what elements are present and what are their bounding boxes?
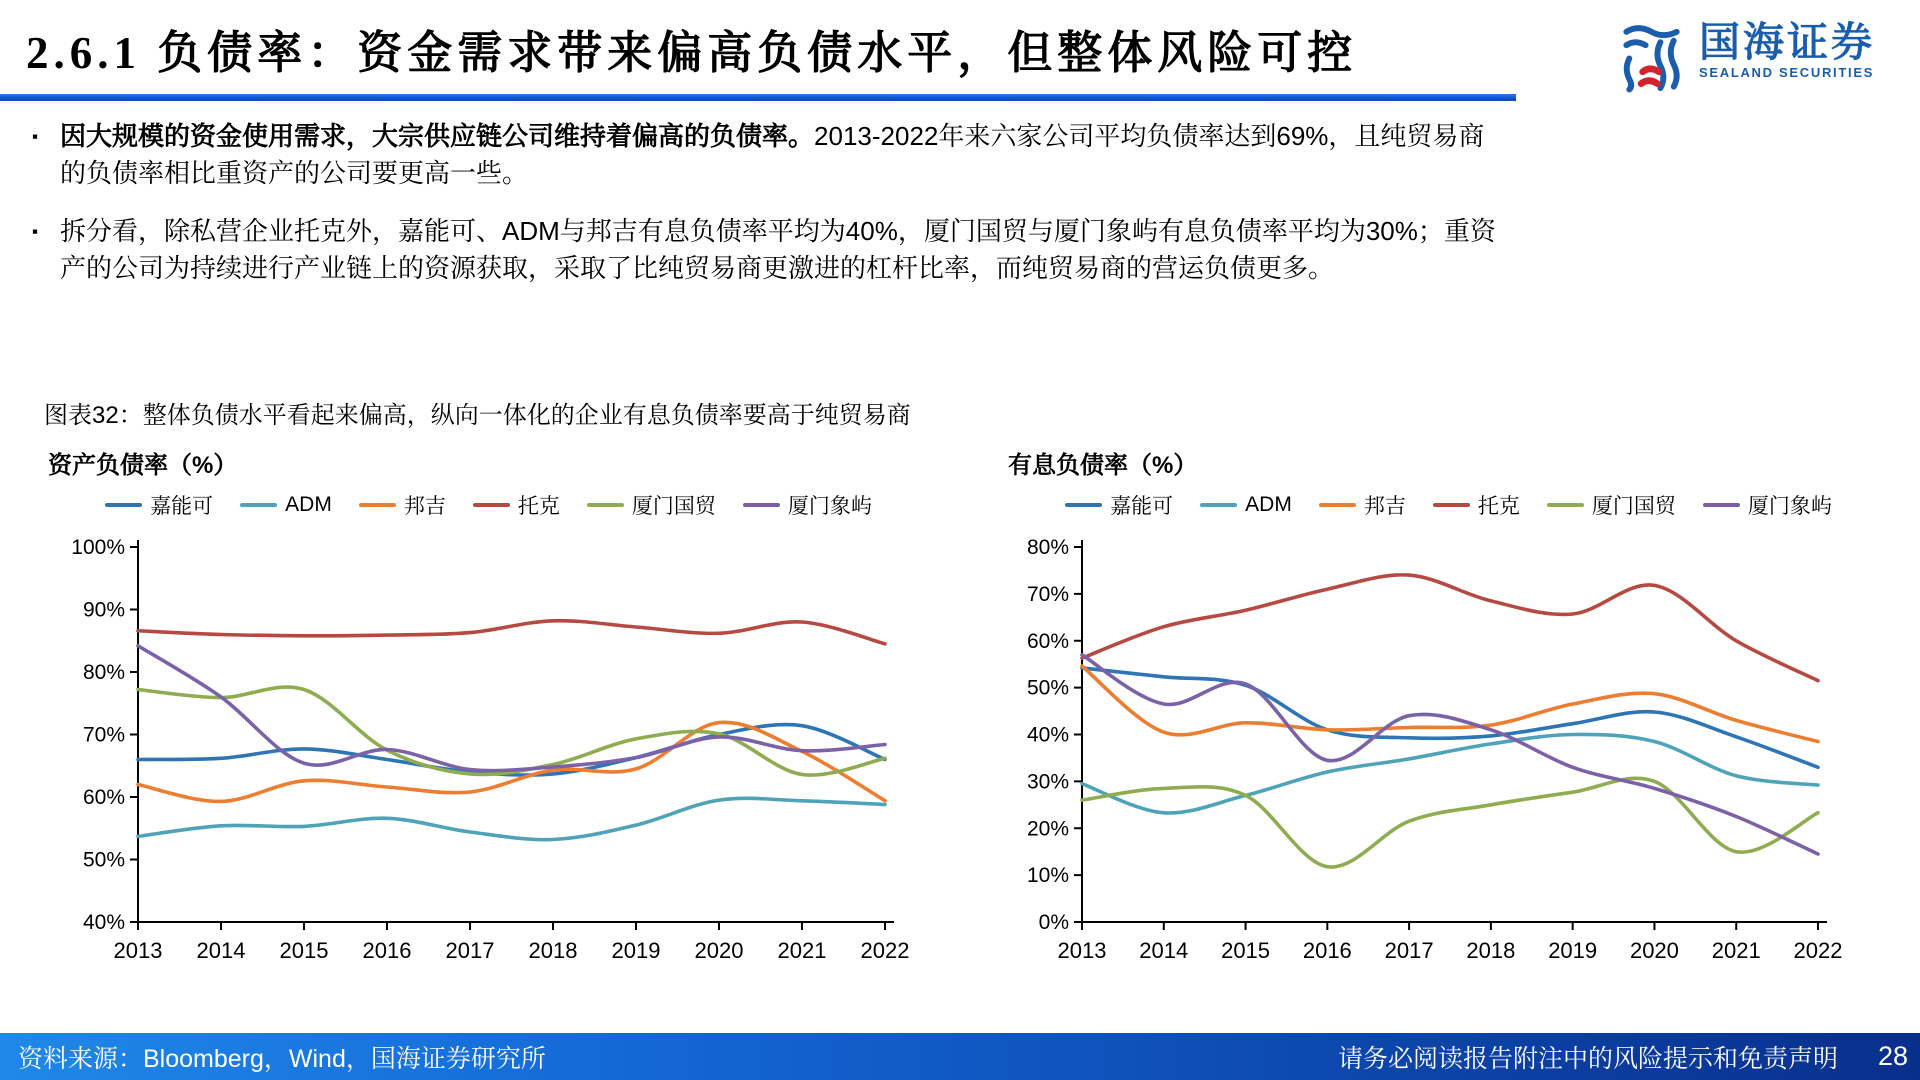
legend-item-ADM (1200, 493, 1292, 517)
x-axis-tick-label: 2022 (860, 938, 910, 963)
y-axis-tick-label: 50% (82, 848, 125, 872)
x-axis-tick-label: 2019 (1548, 938, 1598, 963)
legend-item-ADM (240, 493, 332, 517)
y-axis-tick-label: 60% (1026, 629, 1069, 653)
legend-line-swatch (359, 503, 396, 507)
page-number: 28 (1877, 1041, 1908, 1071)
bullet-text (60, 118, 1510, 192)
title-divider-rule (0, 94, 1516, 101)
chart-legend (1006, 490, 1891, 520)
footer-bar (0, 1033, 1920, 1080)
legend-label: 厦门象屿 (787, 495, 872, 518)
x-axis-tick-label: 2017 (445, 938, 495, 963)
y-axis-tick-label: 0% (1038, 911, 1069, 934)
line-series-嘉能可 (138, 725, 885, 775)
line-series-厦门象屿 (138, 646, 885, 771)
legend-item-厦门国贸 (587, 490, 716, 520)
y-axis-tick-label: 30% (1026, 770, 1069, 794)
page-title: 2.6.1 负债率：资金需求带来偏高负债水平，但整体风险可控 (26, 28, 1358, 78)
sealand-logo (1616, 20, 1875, 94)
y-axis-tick-label: 40% (1026, 723, 1069, 747)
legend-line-swatch (473, 503, 510, 507)
footer-source: 资料来源：Bloomberg，Wind，国海证券研究所 (18, 1044, 546, 1073)
figure-caption: 图表32：整体负债水平看起来偏高，纵向一体化的企业有息负债率要高于纯贸易商 (44, 402, 911, 429)
x-axis-tick-label: 2016 (362, 938, 412, 963)
x-axis-tick-label: 2015 (1221, 938, 1271, 963)
bullet-rest-text: 2013-2022年来六家公司平均负债率达到69%，且纯贸易商的负债率相比重资产的公司要更高一些。 (60, 121, 1485, 188)
legend-line-swatch (1433, 503, 1470, 507)
legend-item-嘉能可 (1065, 490, 1173, 520)
chart-legend (46, 490, 931, 520)
x-axis-tick-label: 2014 (196, 938, 246, 963)
asset-liability-ratio-chart (46, 520, 931, 980)
line-series-托克 (1082, 575, 1818, 681)
y-axis-tick-label: 100% (71, 536, 125, 559)
y-axis-tick-label: 70% (1026, 582, 1069, 606)
interest-liability-chart-block (1006, 445, 1891, 980)
y-axis-tick-label: 50% (1026, 676, 1069, 700)
y-axis-tick-label: 70% (82, 723, 125, 747)
legend-label: ADM (285, 493, 332, 516)
legend-item-邦吉 (1319, 490, 1406, 520)
bullet-text (60, 213, 1510, 287)
legend-label: ADM (1245, 493, 1292, 516)
line-series-厦门国贸 (1082, 778, 1818, 867)
y-axis-tick-label: 60% (82, 786, 125, 809)
legend-item-托克 (1433, 490, 1520, 520)
x-axis-tick-label: 2019 (611, 938, 661, 963)
bullet-bold-text: 因大规模的资金使用需求，大宗供应链公司维持着偏高的负债率。 (60, 121, 815, 151)
legend-label: 厦门国贸 (1591, 495, 1676, 518)
legend-line-swatch (1703, 503, 1740, 507)
logo-company-subtitle: SEALAND SECURITIES (1699, 65, 1875, 81)
bullet-marker-icon: ▪ (32, 222, 39, 241)
asset-liability-chart-block (46, 445, 931, 980)
x-axis-tick-label: 2018 (1466, 938, 1516, 963)
interest-bearing-liability-ratio-chart (1006, 520, 1891, 980)
legend-line-swatch (1200, 503, 1237, 507)
legend-item-邦吉 (359, 490, 446, 520)
x-axis-tick-label: 2015 (279, 938, 329, 963)
line-series-ADM (138, 798, 885, 839)
footer-right-group (1338, 1039, 1908, 1075)
legend-item-厦门国贸 (1547, 490, 1676, 520)
bullet-list (32, 118, 1510, 308)
footer-disclaimer: 请务必阅读报告附注中的风险提示和免责声明 (1337, 1044, 1838, 1073)
x-axis-tick-label: 2021 (777, 938, 827, 963)
y-axis-tick-label: 80% (82, 661, 125, 684)
x-axis-tick-label: 2021 (1711, 938, 1761, 963)
legend-label: 邦吉 (403, 495, 446, 518)
x-axis-tick-label: 2022 (1793, 938, 1843, 963)
x-axis-tick-label: 2016 (1302, 938, 1352, 963)
legend-item-厦门象屿 (743, 490, 872, 520)
legend-line-swatch (105, 503, 142, 507)
legend-line-swatch (1065, 503, 1102, 507)
x-axis-tick-label: 2013 (113, 938, 163, 963)
legend-label: 托克 (517, 495, 560, 518)
bullet-rest-text: 拆分看，除私营企业托克外，嘉能可、ADM与邦吉有息负债率平均为40%，厦门国贸与厦门象屿有息负债率平均为30%；重资产的公司为持续进行产业链上的资源获取，采取了比纯贸易商更激进的杠杆比率，而纯贸易商的营运负债更多。 (60, 216, 1496, 283)
legend-line-swatch (1319, 503, 1356, 507)
y-axis-tick-label: 10% (1026, 864, 1069, 888)
line-series-ADM (1082, 734, 1818, 813)
legend-line-swatch (743, 503, 780, 507)
bullet-item (32, 118, 1510, 192)
legend-item-托克 (473, 490, 560, 520)
chart-title-asset-liability: 资产负债率（%） (48, 452, 238, 479)
chart-title-interest-liability: 有息负债率（%） (1008, 452, 1198, 479)
y-axis-tick-label: 40% (82, 911, 125, 934)
x-axis-tick-label: 2020 (1629, 938, 1679, 963)
bullet-marker-icon: ▪ (32, 127, 39, 146)
legend-label: 厦门象屿 (1747, 495, 1832, 518)
bullet-item (32, 213, 1510, 287)
legend-line-swatch (1547, 503, 1584, 507)
x-axis-tick-label: 2014 (1139, 938, 1189, 963)
y-axis-tick-label: 90% (82, 598, 125, 622)
y-axis-tick-label: 80% (1026, 536, 1069, 559)
x-axis-tick-label: 2017 (1384, 938, 1434, 963)
legend-label: 嘉能可 (150, 495, 214, 518)
legend-label: 托克 (1477, 495, 1520, 518)
x-axis-tick-label: 2020 (694, 938, 744, 963)
legend-line-swatch (587, 503, 624, 507)
line-series-厦门象屿 (1082, 655, 1818, 854)
legend-item-嘉能可 (105, 490, 213, 520)
legend-label: 邦吉 (1363, 495, 1406, 518)
legend-line-swatch (240, 503, 277, 507)
y-axis-tick-label: 20% (1026, 817, 1069, 841)
legend-item-厦门象屿 (1703, 490, 1832, 520)
line-series-托克 (138, 621, 885, 644)
sealand-wave-icon (1616, 20, 1690, 94)
x-axis-tick-label: 2018 (528, 938, 578, 963)
line-series-厦门国贸 (138, 687, 885, 775)
legend-label: 厦门国贸 (631, 495, 716, 518)
x-axis-tick-label: 2013 (1057, 938, 1107, 963)
logo-company-name: 国海证券 (1699, 19, 1875, 65)
legend-label: 嘉能可 (1110, 495, 1174, 518)
logo-text (1699, 20, 1875, 80)
